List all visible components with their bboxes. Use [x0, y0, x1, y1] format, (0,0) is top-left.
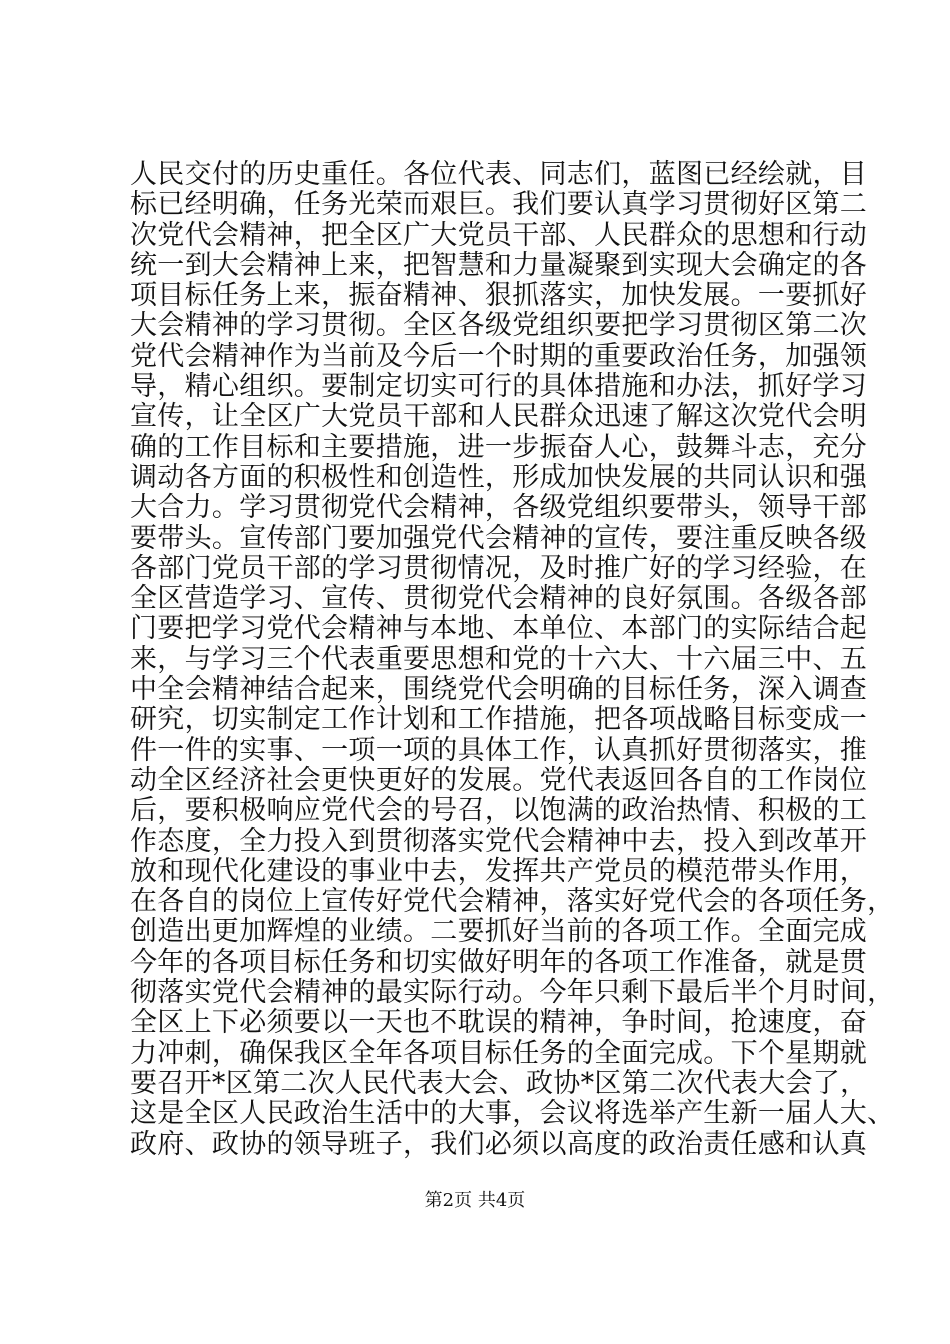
text-line: 后，要积极响应党代会的号召，以饱满的政治热情、积极的工	[130, 795, 868, 827]
text-line: 党代会精神作为当前及今后一个时期的重要政治任务，加强领	[130, 340, 868, 372]
text-line: 项目标任务上来，振奋精神、狠抓落实，加快发展。一要抓好	[130, 280, 868, 312]
text-line: 放和现代化建设的事业中去，发挥共产党员的模范带头作用，	[130, 855, 868, 887]
text-line: 次党代会精神，把全区广大党员干部、人民群众的思想和行动	[130, 219, 868, 251]
text-line: 统一到大会精神上来，把智慧和力量凝聚到实现大会确定的各	[130, 249, 868, 281]
text-line: 在各自的岗位上宣传好党代会精神，落实好党代会的各项任务，	[130, 886, 895, 918]
text-line: 导，精心组织。要制定切实可行的具体措施和办法，抓好学习	[130, 371, 868, 403]
text-line: 大会精神的学习贯彻。全区各级党组织要把学习贯彻区第二次	[130, 310, 868, 342]
text-line: 要带头。宣传部门要加强党代会精神的宣传，要注重反映各级	[130, 522, 868, 554]
text-line: 标已经明确，任务光荣而艰巨。我们要认真学习贯彻好区第二	[130, 189, 868, 221]
text-line: 要召开*区第二次人民代表大会、政协*区第二次代表大会了，	[130, 1067, 868, 1099]
text-line: 件一件的实事、一项一项的具体工作，认真抓好贯彻落实，推	[130, 734, 868, 766]
text-line: 动全区经济社会更快更好的发展。党代表返回各自的工作岗位	[130, 764, 868, 796]
text-line: 政府、政协的领导班子，我们必须以高度的政治责任感和认真	[130, 1128, 868, 1160]
text-line: 作态度，全力投入到贯彻落实党代会精神中去，投入到改革开	[130, 825, 868, 857]
text-line: 力冲刺，确保我区全年各项目标任务的全面完成。下个星期就	[130, 1037, 868, 1069]
text-line: 宣传，让全区广大党员干部和人民群众迅速了解这次党代会明	[130, 401, 868, 433]
page-number-footer: 第2页 共4页	[424, 1190, 526, 1211]
text-line: 人民交付的历史重任。各位代表、同志们，蓝图已经绘就，目	[130, 159, 868, 190]
text-line: 全区上下必须要以一天也不耽误的精神，争时间，抢速度，奋	[130, 1007, 868, 1039]
text-line: 确的工作目标和主要措施，进一步振奋人心，鼓舞斗志，充分	[130, 431, 868, 463]
text-line: 各部门党员干部的学习贯彻情况，及时推广好的学习经验，在	[130, 552, 868, 584]
text-line: 全区营造学习、宣传、贯彻党代会精神的良好氛围。各级各部	[130, 583, 868, 615]
text-line: 创造出更加辉煌的业绩。二要抓好当前的各项工作。全面完成	[130, 916, 868, 948]
text-line: 彻落实党代会精神的最实际行动。今年只剩下最后半个月时间，	[130, 977, 895, 1009]
text-line: 大合力。学习贯彻党代会精神，各级党组织要带头，领导干部	[130, 492, 868, 524]
text-line: 中全会精神结合起来，围绕党代会明确的目标任务，深入调查	[130, 674, 868, 706]
text-line: 门要把学习党代会精神与本地、本单位、本部门的实际结合起	[130, 613, 868, 645]
text-line: 调动各方面的积极性和创造性，形成加快发展的共同认识和强	[130, 461, 868, 493]
text-line: 来，与学习三个代表重要思想和党的十六大、十六届三中、五	[130, 643, 868, 675]
text-line: 这是全区人民政治生活中的大事，会议将选举产生新一届人大、	[130, 1098, 895, 1130]
text-line: 研究，切实制定工作计划和工作措施，把各项战略目标变成一	[130, 704, 868, 736]
text-line: 今年的各项目标任务和切实做好明年的各项工作准备，就是贯	[130, 946, 868, 978]
document-body	[130, 159, 895, 1160]
